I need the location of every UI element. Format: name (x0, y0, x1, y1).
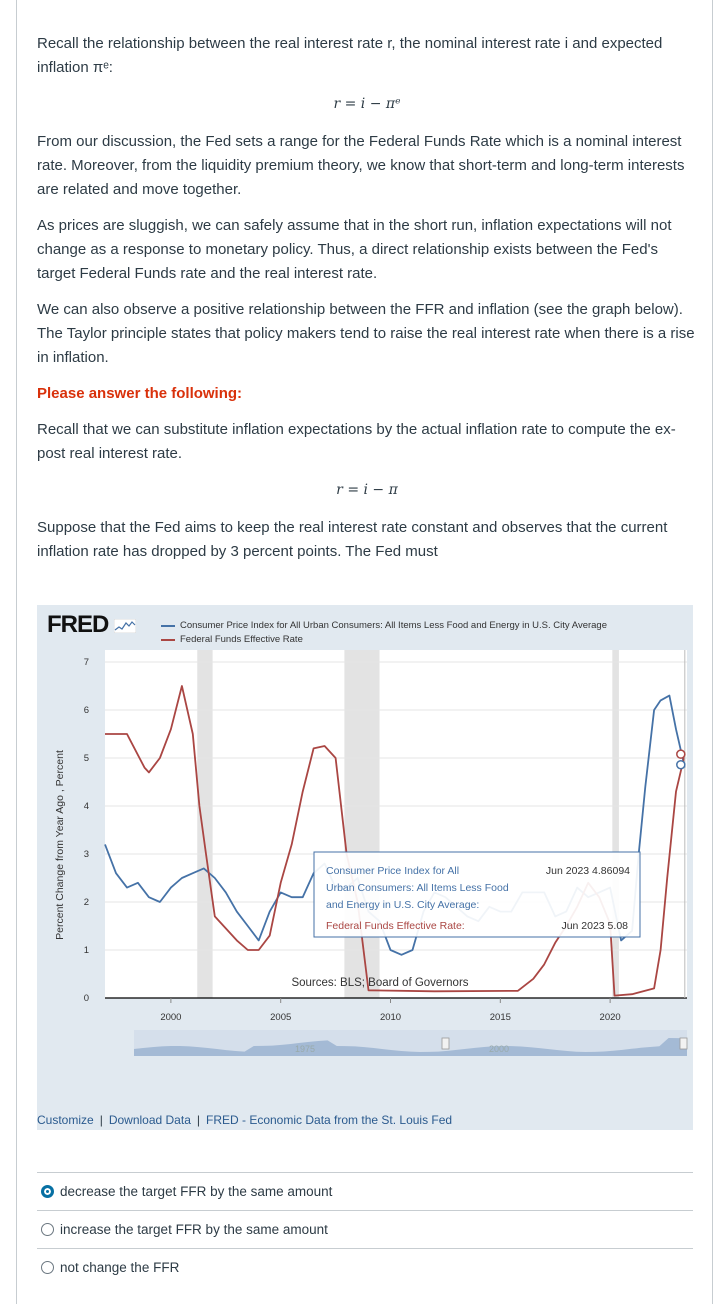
y-tick-label-6: 6 (83, 705, 89, 716)
equation-expost: r = i − π (336, 482, 398, 498)
tooltip-cpi-label-line-1: Urban Consumers: All Items Less Food (326, 882, 509, 894)
radio-increase[interactable] (41, 1223, 54, 1236)
tooltip-cpi-value: Jun 2023 4.86094 (545, 865, 630, 877)
paragraph-ffr: From our discussion, the Fed sets a range for the Federal Funds Rate which is a nominal interest rate. Moreover, from the liquidity premium theory, we know that short-term and long-term interests are related and move together. (37, 133, 685, 198)
y-axis-label: Percent Change from Year Ago , Percent (54, 750, 66, 940)
chart-links: Customize | Download Data | FRED - Economic Data from the St. Louis Fed (37, 1113, 453, 1127)
y-tick-label-0: 0 (83, 993, 89, 1004)
option-decrease[interactable] (37, 1172, 693, 1210)
x-tick-label-2020: 2020 (599, 1012, 621, 1023)
plot-background (105, 650, 687, 998)
option-increase-label: increase the target FFR by the same amount (60, 1222, 328, 1237)
paragraph-question: Suppose that the Fed aims to keep the real interest rate constant and observes that the current inflation rate has dropped by 3 percent points. The Fed must (37, 519, 668, 560)
y-tick-label-1: 1 (83, 945, 89, 956)
y-tick-label-7: 7 (83, 657, 89, 668)
chart-plot[interactable] (37, 605, 693, 1065)
hover-point-cpi (677, 761, 685, 769)
chart-sources: Sources: BLS; Board of Governors (291, 977, 469, 989)
tooltip-ffr-label: Federal Funds Effective Rate: (326, 920, 465, 932)
recession-bar-2 (612, 650, 619, 998)
navigator-handle-right (680, 1038, 687, 1049)
option-no-change-label: not change the FFR (60, 1260, 180, 1275)
fred-chart (37, 605, 693, 1130)
navigator-handle-left (442, 1038, 449, 1049)
paragraph-sluggish: As prices are sluggish, we can safely assume that in the short run, inflation expectations will not change as a response to monetary policy. Thus, a direct relationship exists between the Fed's target Federal Funds rate and the real interest rate. (37, 217, 672, 282)
fred-home-link[interactable]: FRED - Economic Data from the St. Louis Fed (206, 1113, 453, 1127)
download-data-link[interactable]: Download Data (108, 1113, 191, 1127)
hover-point-ffr (677, 750, 685, 758)
prompt-heading: Please answer the following: (37, 385, 243, 402)
legend-ffr: Federal Funds Effective Rate (180, 634, 303, 645)
tooltip-cpi-label-line-2: and Energy in U.S. City Average: (326, 899, 480, 911)
paragraph-expost: Recall that we can substitute inflation expectations by the actual inflation rate to compute the ex-post real interest rate. (37, 421, 676, 462)
customize-link[interactable]: Customize (37, 1113, 94, 1127)
y-tick-label-4: 4 (83, 801, 89, 812)
option-decrease-label: decrease the target FFR by the same amount (60, 1184, 333, 1199)
fred-logo-text: FRED (47, 611, 109, 638)
question-body (37, 32, 697, 576)
equation-expected: r = i − πᵉ (333, 96, 401, 112)
tooltip-ffr-value: Jun 2023 5.08 (561, 920, 628, 932)
tooltip-cpi-label-line-0: Consumer Price Index for All (326, 865, 460, 877)
x-tick-label-2015: 2015 (489, 1012, 511, 1023)
y-tick-label-5: 5 (83, 753, 89, 764)
navigator-label-1975: 1975 (295, 1044, 316, 1054)
intro-paragraph: Recall the relationship between the real interest rate r, the nominal interest rate i and expected inflation πᵉ: (37, 35, 663, 76)
option-increase[interactable] (37, 1210, 693, 1248)
paragraph-taylor: We can also observe a positive relationship between the FFR and inflation (see the graph below). The Taylor principle states that policy makers tend to raise the real interest rate when there is a rise in inflation. (37, 301, 695, 366)
x-tick-label-2010: 2010 (379, 1012, 402, 1023)
recession-bar-0 (197, 650, 212, 998)
answer-options (37, 1172, 693, 1286)
y-tick-label-2: 2 (83, 897, 89, 908)
legend-cpi: Consumer Price Index for All Urban Consumers: All Items Less Food and Energy in U.S. City Average (180, 620, 607, 631)
navigator-label-2000: 2000 (489, 1044, 510, 1054)
recession-bar-1 (344, 650, 379, 998)
x-tick-label-2000: 2000 (160, 1012, 182, 1023)
option-no-change[interactable] (37, 1248, 693, 1286)
radio-decrease[interactable] (41, 1185, 54, 1198)
radio-no-change[interactable] (41, 1261, 54, 1274)
x-tick-label-2005: 2005 (270, 1012, 292, 1023)
y-tick-label-3: 3 (83, 849, 89, 860)
